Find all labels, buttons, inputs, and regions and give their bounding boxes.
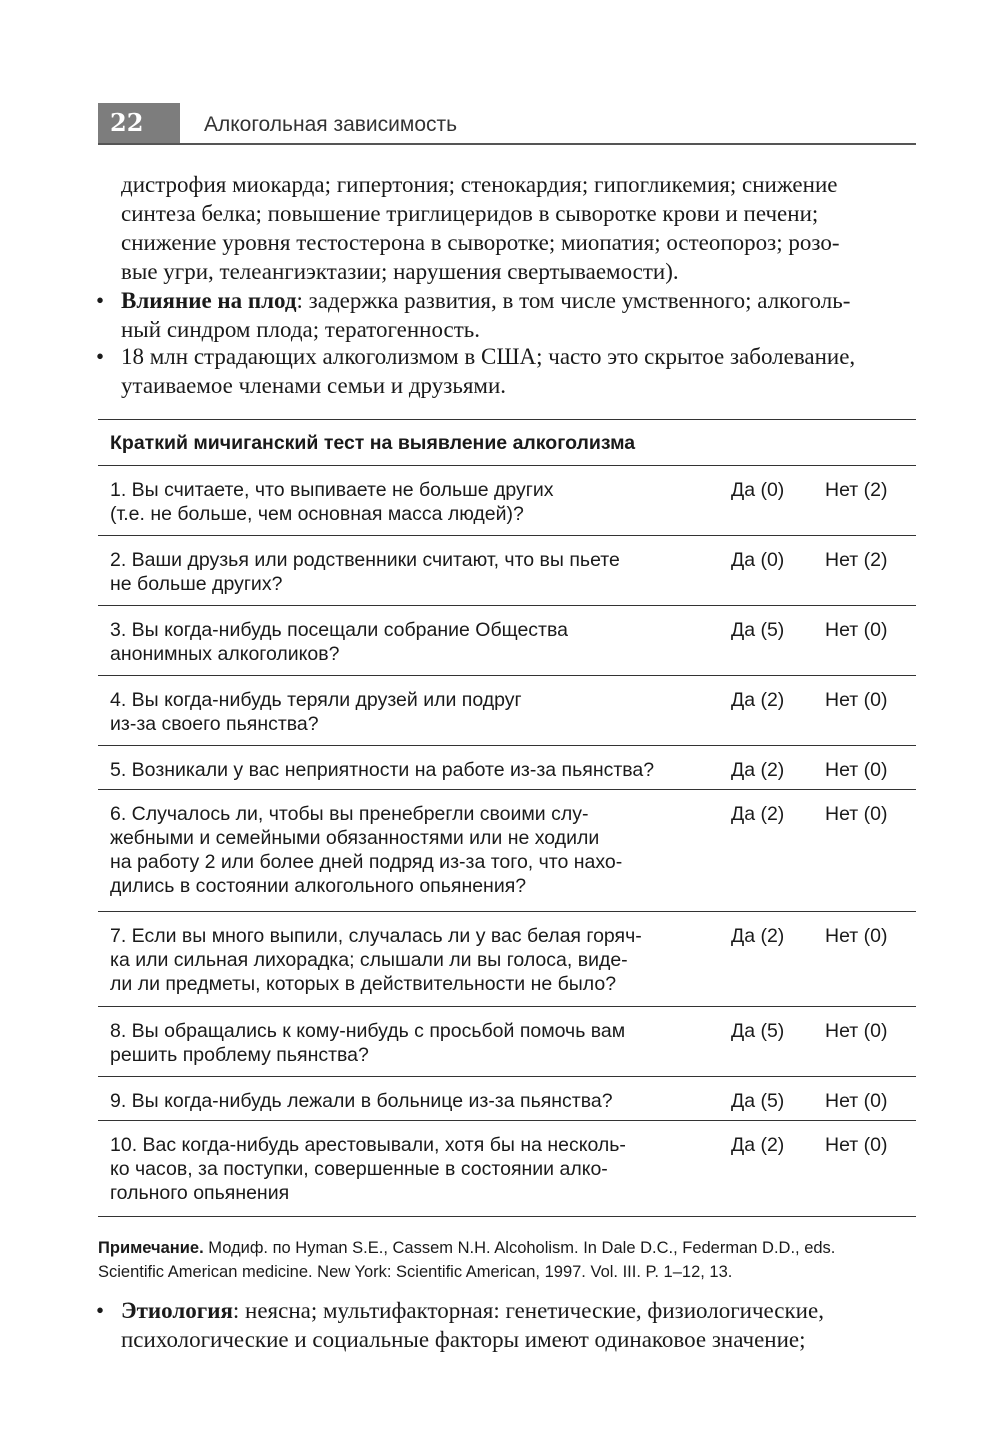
table-title: Краткий мичиганский тест на выявление алкоголизма [98,420,916,466]
table-row [98,466,916,536]
yes-score: Да (2) [731,925,785,947]
no-score: Нет (0) [825,619,888,641]
question-text: 10. Вас когда-нибудь арестовывали, хотя бы на несколь- ко часов, за поступки, совершенные в состоянии алко- гольного опьянения [110,1134,626,1204]
yes-score: Да (2) [731,689,785,711]
table-body [98,466,916,1216]
text-line: 18 млн страдающих алкоголизмом в США; часто это скрытое заболевание, [121,344,856,369]
bullet-usa-statistics [96,342,916,400]
yes-score: Да (5) [731,619,785,641]
table-row [98,746,916,790]
text-line: Влияние на плод: задержка развития, в том числе умственного; алкоголь- [121,288,851,313]
text-line: утаиваемое членами семьи и друзьями. [121,373,507,398]
page-number: 22 [98,103,180,143]
no-score: Нет (2) [825,549,888,571]
question-text: 4. Вы когда-нибудь теряли друзей или подруг из-за своего пьянства? [110,689,522,735]
text-line: дистрофия миокарда; гипертония; стенокардия; гипогликемия; снижение [121,172,838,197]
question-text: 5. Возникали у вас неприятности на работе из-за пьянства? [110,759,655,781]
question-text: 6. Случалось ли, чтобы вы пренебрегли своими слу- жебными и семейными обязанностями или не ходили на работу 2 или более дней подряд из-за того, что нахо- дились в состоянии алкогольного опьянения? [110,803,623,897]
text-line: Этиология: неясна; мультифакторная: генетические, физиологические, [121,1298,824,1323]
question-text: 7. Если вы много выпили, случалась ли у вас белая горяч- ка или сильная лихорадка; слышали ли вы голоса, виде- ли ли предметы, которых в действительности не было? [110,925,642,995]
text-line: снижение уровня тестостерона в сыворотке; миопатия; остеопороз; розо- [121,230,840,255]
table-row [98,1121,916,1216]
note-text: Scientific American medicine. New York: Scientific American, 1997. Vol. III. P. 1–12, 13. [98,1263,733,1281]
no-score: Нет (0) [825,803,888,825]
continuation-paragraph [121,170,916,286]
running-title: Алкогольная зависимость [204,113,458,136]
yes-score: Да (5) [731,1090,785,1112]
text-line: психологические и социальные факторы имеют одинаковое значение; [121,1327,806,1352]
bullet-icon: • [96,344,105,369]
bullet-icon: • [96,1298,105,1323]
table-row [98,1007,916,1077]
table-row [98,1077,916,1121]
bullet-term: Этиология [121,1298,233,1323]
bullet-icon: • [96,288,105,313]
yes-score: Да (2) [731,759,785,781]
note-label: Примечание. [98,1239,204,1257]
text-line: вые угри, телеангиэктазии; нарушения свертываемости). [121,259,679,284]
no-score: Нет (0) [825,1020,888,1042]
no-score: Нет (0) [825,689,888,711]
table-row [98,676,916,746]
text-line: ный синдром плода; тератогенность. [121,317,481,342]
table-row [98,790,916,912]
no-score: Нет (0) [825,1090,888,1112]
bullet-etiology [96,1296,916,1354]
question-text: 9. Вы когда-нибудь лежали в больнице из-за пьянства? [110,1090,613,1112]
mast-test-table [98,419,916,1217]
no-score: Нет (0) [825,759,888,781]
table-note [98,1236,916,1284]
text-line: синтеза белка; повышение триглицеридов в сыворотке крови и печени; [121,201,819,226]
question-text: 8. Вы обращались к кому-нибудь с просьбой помочь вам решить проблему пьянства? [110,1020,626,1066]
question-text: 3. Вы когда-нибудь посещали собрание Общества анонимных алкоголиков? [110,619,568,665]
yes-score: Да (5) [731,1020,785,1042]
table-row [98,606,916,676]
yes-score: Да (0) [731,479,785,501]
no-score: Нет (0) [825,925,888,947]
page-header [98,103,916,145]
table-row [98,536,916,606]
no-score: Нет (0) [825,1134,888,1156]
bullet-term: Влияние на плод [121,288,297,313]
no-score: Нет (2) [825,479,888,501]
table-row [98,912,916,1007]
yes-score: Да (2) [731,1134,785,1156]
note-text: Модиф. по Hyman S.E., Cassem N.H. Alcoholism. In Dale D.C., Federman D.D., eds. [203,1239,836,1257]
question-text: 1. Вы считаете, что выпиваете не больше других (т.е. не больше, чем основная масса людей)? [110,479,554,525]
question-text: 2. Ваши друзья или родственники считают, что вы пьете не больше других? [110,549,620,595]
bullet-fetal-effects [96,286,916,344]
yes-score: Да (0) [731,549,785,571]
yes-score: Да (2) [731,803,785,825]
